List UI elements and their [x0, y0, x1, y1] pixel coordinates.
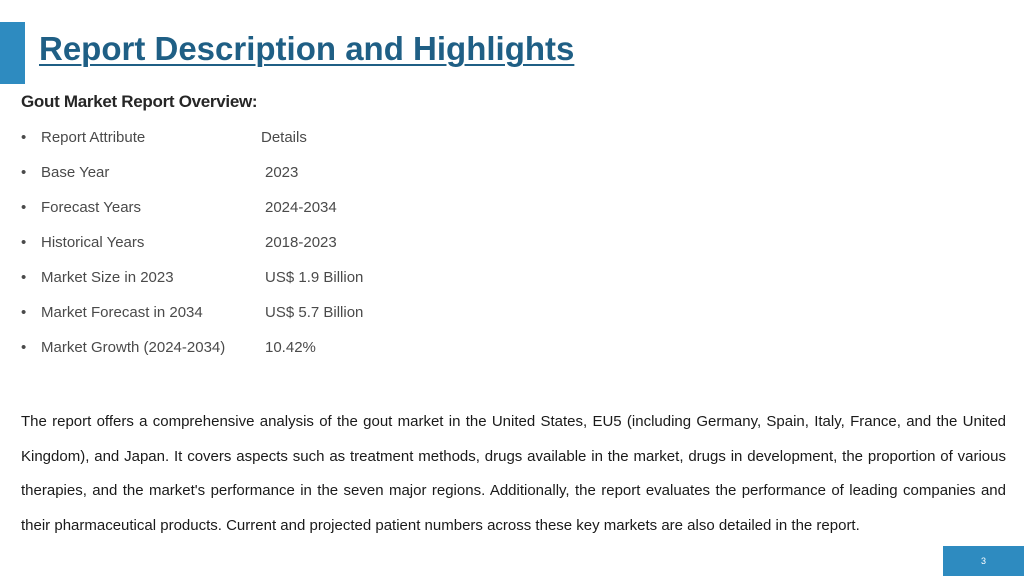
bullet-icon: • [21, 269, 27, 286]
page-number: 3 [980, 556, 986, 566]
attribute-value: US$ 5.7 Billion [265, 304, 364, 321]
page-number-badge [943, 546, 1024, 576]
bullet-icon: • [21, 304, 27, 321]
attribute-label: Market Growth (2024-2034) [41, 339, 226, 356]
attribute-label: Market Size in 2023 [41, 269, 174, 286]
attribute-header-value: Details [261, 129, 307, 146]
report-description-paragraph: The report offers a comprehensive analysis of the gout market in the United States, EU5 (including Germany, Spain, Italy, France, and the United Kingdom), and Japan. It covers aspects such as treatment methods, drugs available in the market, drugs in development, the proportion of various therapies, and the market's performance in the seven major regions. Additionally, the report evaluates the performance of leading companies and their pharmaceutical products. Current and projected patient numbers across these key markets are also detailed in the report. [21, 413, 1006, 534]
attribute-label: Historical Years [41, 234, 145, 251]
attribute-value: 2024-2034 [265, 199, 337, 216]
bullet-icon: • [21, 339, 27, 356]
attribute-label: Forecast Years [41, 199, 142, 216]
bullet-icon: • [21, 164, 27, 181]
attribute-label: Market Forecast in 2034 [41, 304, 203, 321]
attribute-value: 10.42% [265, 339, 316, 356]
title-accent-bar [0, 22, 25, 84]
bullet-icon: • [21, 129, 27, 146]
attribute-header-label: Report Attribute [41, 129, 146, 146]
bullet-icon: • [21, 234, 27, 251]
attribute-value: 2023 [265, 164, 299, 181]
page-title: Report Description and Highlights [39, 30, 575, 67]
attribute-value: 2018-2023 [265, 234, 337, 251]
attribute-label: Base Year [41, 164, 110, 181]
section-subtitle: Gout Market Report Overview: [21, 92, 258, 111]
bullet-icon: • [21, 199, 27, 216]
attribute-value: US$ 1.9 Billion [265, 269, 364, 286]
